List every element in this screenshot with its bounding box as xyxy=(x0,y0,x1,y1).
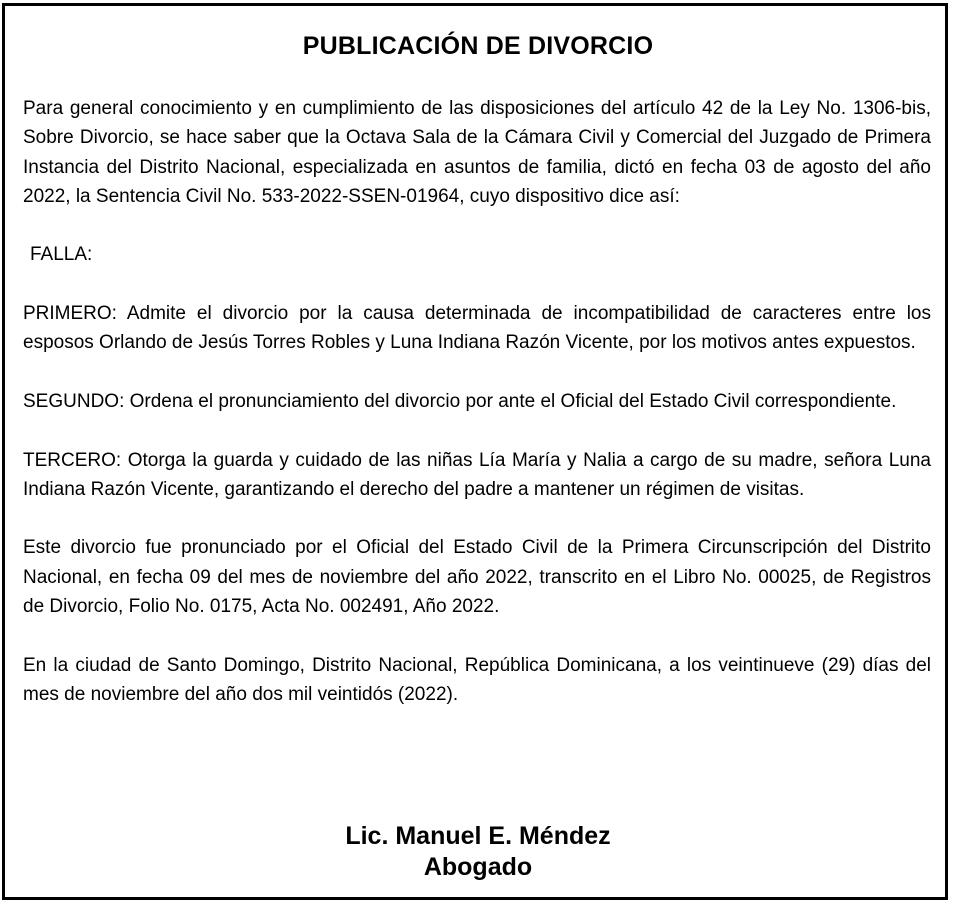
falla-heading: FALLA: xyxy=(30,244,93,266)
primero-paragraph: PRIMERO: Admite el divorcio por la causa determinada de incompatibilidad de caracteres entre los esposos Orlando de Jesús Torres Robles y Luna Indiana Razón Vicente, por los motivos antes expuestos. xyxy=(23,303,931,354)
signer-role: Abogado xyxy=(423,853,533,881)
document-title: PUBLICACIÓN DE DIVORCIO xyxy=(302,32,654,60)
closing-paragraph: En la ciudad de Santo Domingo, Distrito Nacional, República Dominicana, a los veintinueve (29) días del mes de noviembre del año dos mil veintidós (2022). xyxy=(23,654,931,705)
tercero-paragraph: TERCERO: Otorga la guarda y cuidado de las niñas Lía María y Nalia a cargo de su madre, señora Luna Indiana Razón Vicente, garantizando el derecho del padre a mantener un régimen de visitas. xyxy=(23,449,931,500)
document-body xyxy=(23,94,931,709)
notice-frame xyxy=(2,3,948,900)
intro-paragraph: Para general conocimiento y en cumplimiento de las disposiciones del artículo 42 de la Ley No. 1306-bis, Sobre Divorcio, se hace saber que la Octava Sala de la Cámara Civil y Comercial del Juzgado de Primera Instancia del Distrito Nacional, especializada en asuntos de familia, dictó en fecha 03 de agosto del año 2022, la Sentencia Civil No. 533-2022-SSEN-01964, cuyo dispositivo dice así: xyxy=(23,98,931,207)
segundo-paragraph: SEGUNDO: Ordena el pronunciamiento del divorcio por ante el Oficial del Estado Civil correspondiente. xyxy=(23,390,897,412)
registration-paragraph: Este divorcio fue pronunciado por el Oficial del Estado Civil de la Primera Circunscripción del Distrito Nacional, en fecha 09 del mes de noviembre del año 2022, transcrito en el Libro No. 00025, de Registros de Divorcio, Folio No. 0175, Acta No. 002491, Año 2022. xyxy=(23,537,931,618)
signer-name: Lic. Manuel E. Méndez xyxy=(345,822,611,850)
signature-block xyxy=(5,821,951,883)
